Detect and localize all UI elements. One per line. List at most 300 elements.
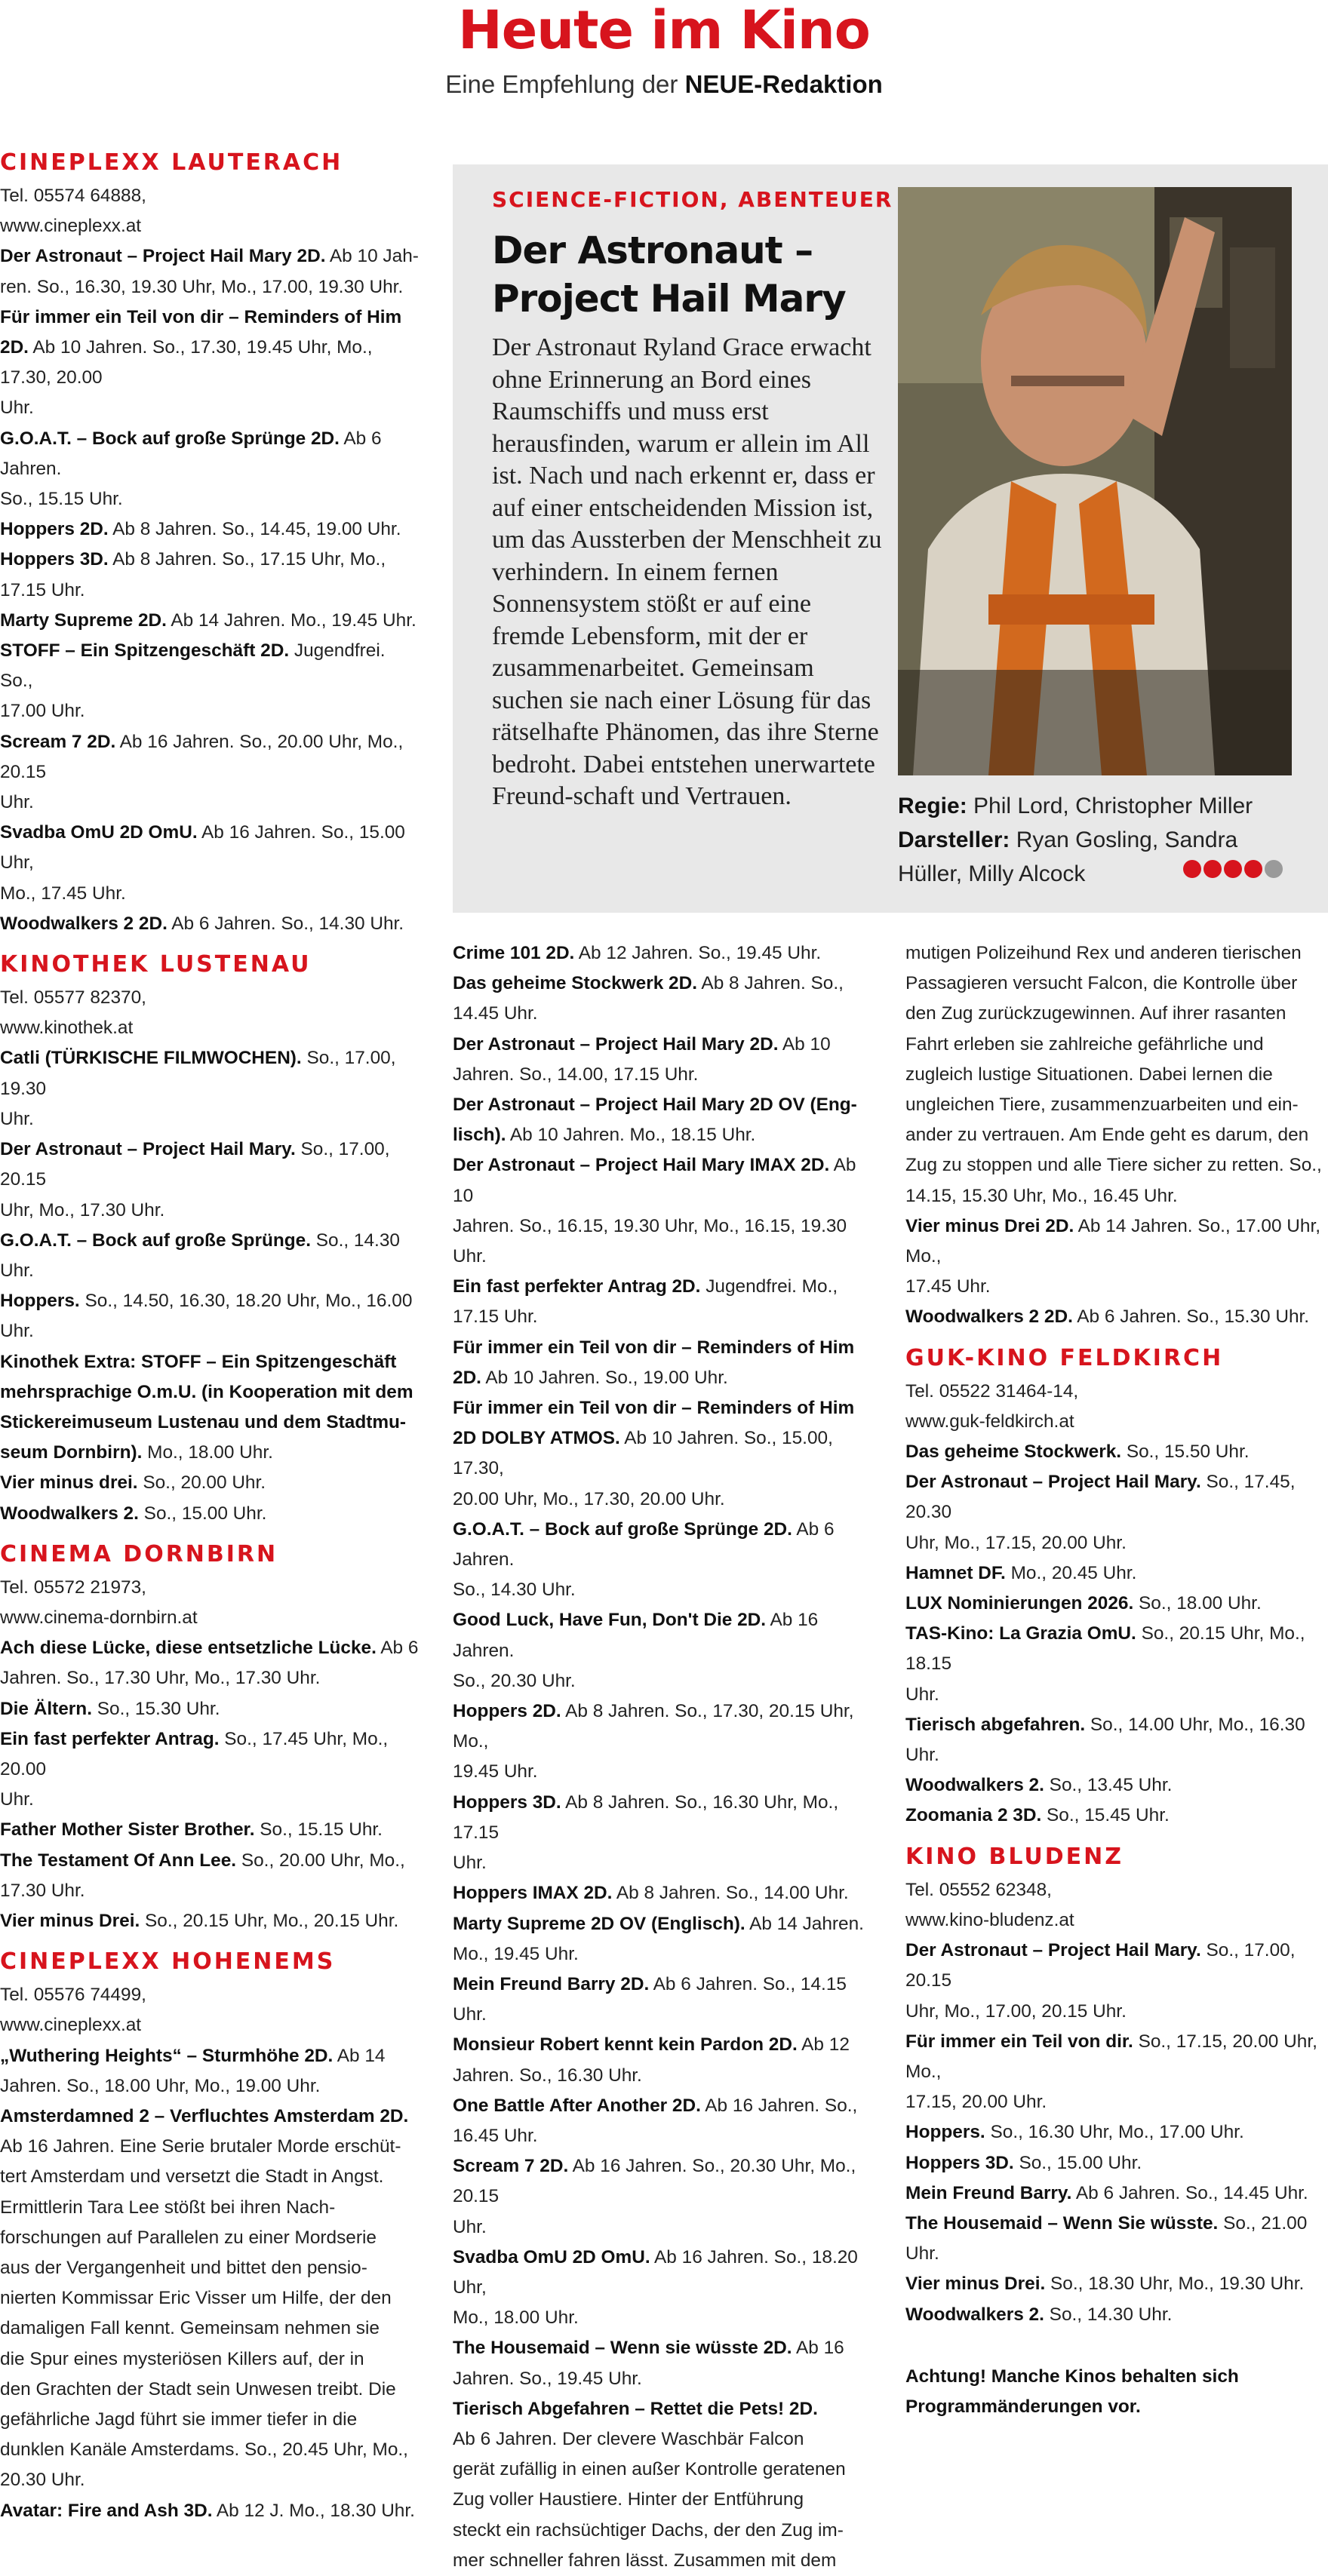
- listing-detail: Jugendfrei. So.,: [0, 640, 386, 692]
- listing-detail: Ab 6 Jahren. So., 14.30 Uhr.: [167, 913, 404, 934]
- listing-line: [0, 2313, 423, 2344]
- listing-line: [905, 938, 1328, 969]
- cinema-heading: CINEPLEXX LAUTERACH: [0, 149, 343, 176]
- film-title: Der Astronaut – Project Hail Mary.: [0, 1139, 296, 1160]
- film-title: Ein fast perfekter Antrag.: [0, 1728, 220, 1749]
- listing-line: [0, 1286, 423, 1346]
- film-title: Marty Supreme 2D.: [0, 609, 167, 631]
- film-title: Der Astronaut – Project Hail Mary 2D OV (Eng-: [453, 1095, 857, 1116]
- astronaut-photo-illustration: [898, 187, 1292, 775]
- listing-line: [0, 2223, 423, 2253]
- listing-detail: Tel. 05552 62348,: [905, 1879, 1052, 1900]
- listing-line: [453, 1848, 875, 1878]
- listing-line: [0, 2253, 423, 2283]
- film-title: Crime 101 2D.: [453, 943, 575, 963]
- listing-line: [905, 1060, 1328, 1090]
- listing-line: [453, 1757, 875, 1787]
- listing-detail: Ab 8 Jahren. So.,: [697, 973, 844, 994]
- listing-line: [453, 1333, 875, 1363]
- film-title: Der Astronaut – Project Hail Mary.: [905, 1472, 1201, 1493]
- listing-line: [0, 393, 423, 423]
- listing-detail: Ab 14: [333, 2045, 386, 2066]
- listing-line: [453, 1485, 875, 1515]
- listing-line: [905, 1680, 1328, 1710]
- listing-line: [0, 1347, 423, 1377]
- listing-line: [0, 2102, 423, 2132]
- listing-detail: Ab 14 Jahren. Mo., 19.45 Uhr.: [166, 609, 417, 631]
- film-title: Das geheime Stockwerk 2D.: [453, 973, 697, 994]
- listing-detail: Ab 8 Jahren. So., 17.15 Uhr, Mo., 17.15 Uhr.: [0, 549, 386, 600]
- listing-detail: So., 14.00 Uhr, Mo., 16.30 Uhr.: [905, 1714, 1305, 1766]
- listing-detail: Tel. 05576 74499,: [0, 1985, 146, 2006]
- listing-line: [453, 2243, 875, 2303]
- listing-line: [905, 1211, 1328, 1272]
- listing-line: [905, 1120, 1328, 1150]
- film-title: Hoppers 2D.: [453, 1701, 561, 1722]
- listing-line: [0, 302, 423, 333]
- listing-line: [0, 1013, 423, 1043]
- listing-line: [0, 1603, 423, 1633]
- film-title: Woodwalkers 2 2D.: [905, 1306, 1073, 1328]
- film-title: G.O.A.T. – Bock auf große Sprünge 2D.: [453, 1518, 792, 1540]
- listing-detail: 14.15, 15.30 Uhr, Mo., 16.45 Uhr.: [905, 1185, 1178, 1206]
- film-title: Der Astronaut – Project Hail Mary.: [905, 1940, 1201, 1961]
- listing-line: [0, 606, 423, 636]
- listing-line: [905, 1030, 1328, 1060]
- listing-detail: den Zug zurückzugewinnen. Auf ihrer rasanten: [905, 1003, 1286, 1024]
- listing-detail: gefährliche Jagd führt sie immer tiefer in die: [0, 2409, 358, 2430]
- listing-detail: Ab 14 Jahren. So., 17.00 Uhr, Mo.,: [905, 1215, 1321, 1267]
- film-title: Svadba OmU 2D OmU.: [0, 822, 198, 843]
- listing-detail: So., 20.30 Uhr.: [453, 1670, 576, 1691]
- listing-detail: 20.30 Uhr.: [0, 2470, 85, 2491]
- listing-line: [0, 2283, 423, 2313]
- film-title: 2D DOLBY ATMOS.: [453, 1428, 620, 1449]
- listing-line: [0, 1573, 423, 1603]
- listing-detail: Jahren. So., 18.00 Uhr, Mo., 19.00 Uhr.: [0, 2075, 321, 2096]
- listing-detail: Uhr.: [0, 1108, 34, 1129]
- film-title: One Battle After Another 2D.: [453, 2095, 701, 2116]
- listing-detail: Uhr.: [453, 2216, 487, 2237]
- listing-detail: Ab 6: [376, 1638, 419, 1659]
- listing-detail: Ab 16: [792, 2338, 844, 2359]
- listing-detail: Ab 8 Jahren. So., 16.30 Uhr, Mo., 17.15: [453, 1792, 839, 1843]
- listing-line: [453, 1788, 875, 1848]
- listing-line: [453, 1302, 875, 1332]
- film-title: G.O.A.T. – Bock auf große Sprünge 2D.: [0, 428, 340, 449]
- listing-line: [453, 999, 875, 1029]
- listing-line: [905, 1150, 1328, 1181]
- listing-detail: Ab 10 Jahren. Mo., 18.15 Uhr.: [506, 1125, 756, 1146]
- listing-line: [453, 2061, 875, 2091]
- film-title: Hoppers.: [905, 2122, 985, 2143]
- listing-detail: So., 15.30 Uhr.: [91, 1698, 220, 1719]
- listing-line: [0, 2071, 423, 2102]
- listing-line: [453, 2151, 875, 2212]
- listing-detail: Passagieren versucht Falcon, die Kontrolle über: [905, 973, 1298, 994]
- film-title: Marty Supreme 2D OV (Englisch).: [453, 1913, 745, 1934]
- film-title: Tierisch abgefahren.: [905, 1714, 1086, 1735]
- listing-line: [905, 1801, 1328, 1831]
- listing-line: [0, 983, 423, 1013]
- listing-detail: Ab 16 Jahren. So.,: [700, 2095, 858, 2116]
- listing-detail: Jahren. So., 17.30 Uhr, Mo., 17.30 Uhr.: [0, 1668, 321, 1689]
- listing-detail: Uhr, Mo., 17.15, 20.00 Uhr.: [905, 1532, 1127, 1553]
- listing-detail: 17.15 Uhr.: [453, 1306, 538, 1328]
- listing-detail: Uhr, Mo., 17.00, 20.15 Uhr.: [905, 2000, 1127, 2022]
- listing-line: [453, 1150, 875, 1211]
- listing-detail: gerät zufällig in einen außer Kontrolle geratenen: [453, 2459, 846, 2480]
- rating-dot-filled: [1244, 860, 1262, 878]
- listing-detail: ander zu vertrauen. Am Ende geht es darum, den: [905, 1125, 1309, 1146]
- film-title: Vier minus drei.: [0, 1472, 138, 1494]
- listing-line: [0, 333, 423, 393]
- listing-line: [0, 2344, 423, 2375]
- listing-line: [0, 696, 423, 726]
- program-note: Achtung! Manche Kinos behalten sich: [905, 2366, 1239, 2387]
- listing-detail: Ab 12 Jahren. So., 19.45 Uhr.: [574, 943, 822, 963]
- film-title: 2D.: [0, 337, 29, 358]
- listing-line: [905, 2209, 1328, 2269]
- listing-detail: dunklen Kanäle Amsterdams. So., 20.45 Uhr, Mo.,: [0, 2439, 408, 2461]
- listing-detail: So., 20.15 Uhr, Mo., 18.15: [905, 1623, 1305, 1675]
- listing-line: [453, 2424, 875, 2455]
- listing-line: [0, 909, 423, 939]
- listing-detail: 17.00 Uhr.: [0, 701, 85, 722]
- listing-line: [905, 1619, 1328, 1679]
- listing-line: [905, 1770, 1328, 1801]
- listing-detail: den Grachten der Stadt sein Unwesen treibt. Die: [0, 2378, 396, 2399]
- listing-line: [0, 1468, 423, 1498]
- listing-detail: So., 15.15 Uhr.: [254, 1819, 383, 1841]
- listing-detail: So., 17.15, 20.00 Uhr, Mo.,: [905, 2031, 1317, 2082]
- listing-detail: www.kinothek.at: [0, 1018, 134, 1039]
- listing-line: [905, 1090, 1328, 1120]
- film-title: Ach diese Lücke, diese entsetzliche Lücke.: [0, 1638, 377, 1659]
- film-title: TAS-Kino: La Grazia OmU.: [905, 1623, 1136, 1644]
- listing-detail: Jugendfrei. Mo.,: [700, 1276, 838, 1297]
- listing-detail: So., 14.30 Uhr.: [1044, 2304, 1173, 2325]
- feature-title: Der Astronaut – Project Hail Mary: [492, 229, 846, 321]
- feature-genre: SCIENCE-FICTION, ABENTEUER: [492, 187, 893, 212]
- listing-line: [453, 1696, 875, 1757]
- listing-detail: Uhr.: [905, 1684, 939, 1705]
- listing-line: [905, 2392, 1328, 2422]
- listing-detail: die Spur eines mysteriösen Killers auf, der in: [0, 2348, 364, 2369]
- listing-line: [0, 2405, 423, 2435]
- listing-line: [0, 241, 423, 272]
- listing-line: [905, 969, 1328, 999]
- listing-detail: So., 15.00 Uhr.: [1013, 2152, 1142, 2173]
- listing-line: [0, 636, 423, 696]
- listing-line: [905, 1875, 1328, 1905]
- listing-line: [905, 1407, 1328, 1437]
- listing-line: [905, 2027, 1328, 2087]
- listing-line: [0, 181, 423, 211]
- credits-darsteller: [898, 823, 1305, 891]
- listing-line: [0, 788, 423, 818]
- film-title: Woodwalkers 2 2D.: [0, 913, 168, 934]
- listing-line: [453, 2333, 875, 2363]
- listing-line: [0, 1785, 423, 1815]
- listing-detail: Ab 14 Jahren.: [745, 1913, 864, 1934]
- listing-line: [453, 969, 875, 999]
- darsteller-names: Ryan Gosling, Sandra Hüller, Milly Alcock: [898, 827, 1238, 886]
- listing-line: [0, 484, 423, 514]
- listing-column-3: [905, 938, 1328, 2422]
- listing-line: [0, 1377, 423, 1408]
- listing-detail: Ab 10 Jahren. So., 15.00, 17.30,: [453, 1428, 833, 1479]
- listing-detail: Uhr.: [0, 398, 34, 419]
- listing-line: [0, 545, 423, 605]
- listing-line: [0, 1196, 423, 1226]
- listing-detail: Ab 16 Jahren. Eine Serie brutaler Morde erschüt-: [0, 2136, 401, 2157]
- listing-line: [0, 2435, 423, 2465]
- listing-detail: Ab 10 Jahren. So., 19.00 Uhr.: [481, 1367, 728, 1388]
- listing-detail: 16.45 Uhr.: [453, 2125, 538, 2146]
- listing-detail: Jahren. So., 16.15, 19.30 Uhr, Mo., 16.15, 19.30 Uhr.: [453, 1215, 847, 1267]
- listing-line: [0, 2010, 423, 2040]
- listing-line: [905, 1272, 1328, 1302]
- listing-line: [905, 1181, 1328, 1211]
- listing-line: [0, 211, 423, 241]
- listing-detail: www.kino-bludenz.at: [905, 1909, 1074, 1930]
- listing-detail: So., 20.15 Uhr, Mo., 20.15 Uhr.: [140, 1910, 399, 1931]
- listing-detail: nierten Kommissar Eric Visser um Hilfe, der den: [0, 2288, 392, 2309]
- rating-dots: [1183, 860, 1285, 878]
- listing-line: [0, 2496, 423, 2526]
- listing-line: [0, 1408, 423, 1438]
- listing-detail: Ab 16 Jahren.: [453, 1610, 819, 1661]
- listing-line: [0, 2465, 423, 2495]
- film-title: Vier minus Drei.: [905, 2274, 1046, 2295]
- listing-line: [905, 1528, 1328, 1558]
- film-title: Hoppers.: [0, 1291, 80, 1312]
- listing-line: [0, 2375, 423, 2405]
- film-title: Hoppers 3D.: [0, 549, 109, 570]
- listing-detail: forschungen auf Parallelen zu einer Mordserie: [0, 2227, 377, 2248]
- listing-detail: Uhr.: [0, 792, 34, 813]
- listing-detail: So., 14.30 Uhr.: [453, 1580, 576, 1601]
- listing-detail: Ab 12 J. Mo., 18.30 Uhr.: [212, 2500, 415, 2521]
- film-title: 2D.: [453, 1367, 481, 1388]
- listing-detail: Jahren. So., 19.45 Uhr.: [453, 2368, 642, 2389]
- listing-detail: So., 17.00, 19.30: [0, 1048, 396, 1099]
- listing-detail: ungleichen Tiere, zusammenzuarbeiten und ein-: [905, 1095, 1299, 1116]
- listing-detail: mutigen Polizeihund Rex und anderen tierischen: [905, 943, 1302, 963]
- listing-line: [453, 938, 875, 969]
- listing-line: [453, 1272, 875, 1302]
- listing-detail: So., 18.00 Uhr.: [1133, 1593, 1262, 1614]
- film-title: Die Ältern.: [0, 1698, 92, 1719]
- listing-detail: Mo., 20.45 Uhr.: [1005, 1562, 1137, 1583]
- listing-detail: Ab 10: [778, 1033, 831, 1055]
- cinema-heading: CINEMA DORNBIRN: [0, 1540, 278, 1567]
- film-title: lisch).: [453, 1125, 506, 1146]
- film-title: The Housemaid – Wenn Sie wüsste.: [905, 2212, 1219, 2234]
- listing-detail: tert Amsterdam und versetzt die Stadt in Angst.: [0, 2166, 384, 2188]
- listing-line: [905, 2269, 1328, 2299]
- listing-line: [453, 1970, 875, 2030]
- listing-line: [453, 1090, 875, 1120]
- listing-detail: Uhr, Mo., 17.30 Uhr.: [0, 1199, 165, 1220]
- cinema-heading: KINOTHEK LUSTENAU: [0, 951, 312, 978]
- listing-detail: Zug zu stoppen und alle Tiere sicher zu retten. So.,: [905, 1155, 1322, 1176]
- listing-line: [905, 1437, 1328, 1467]
- film-title: Das geheime Stockwerk.: [905, 1442, 1122, 1463]
- listing-detail: So., 20.00 Uhr.: [137, 1472, 266, 1494]
- subline-brand: NEUE-Redaktion: [684, 70, 883, 98]
- film-title: Amsterdamned 2 – Verfluchtes Amsterdam 2D.: [0, 2105, 409, 2126]
- listing-detail: So., 15.15 Uhr.: [0, 489, 123, 510]
- film-title: Der Astronaut – Project Hail Mary 2D.: [453, 1033, 779, 1055]
- film-title: Vier minus Drei 2D.: [905, 1215, 1074, 1236]
- listing-detail: 17.45 Uhr.: [905, 1276, 991, 1297]
- listing-detail: 17.15, 20.00 Uhr.: [905, 2092, 1047, 2113]
- listing-detail: Ab 16 Jahren. So., 20.30 Uhr, Mo., 20.15: [453, 2156, 856, 2207]
- listing-line: [905, 2178, 1328, 2209]
- listing-line: [0, 1906, 423, 1936]
- film-title: Mein Freund Barry 2D.: [453, 1973, 650, 1994]
- listing-line: [453, 1030, 875, 1060]
- film-title: Hoppers IMAX 2D.: [453, 1883, 613, 1904]
- listing-line: [905, 999, 1328, 1029]
- listing-detail: www.cineplexx.at: [0, 2015, 142, 2036]
- listing-line: [0, 1104, 423, 1134]
- listing-line: [0, 1663, 423, 1693]
- cinema-heading: KINO BLUDENZ: [905, 1843, 1124, 1870]
- listing-detail: So., 17.00, 20.15: [0, 1139, 390, 1190]
- listing-detail: www.guk-feldkirch.at: [905, 1411, 1074, 1432]
- film-title: Tierisch Abgefahren – Rettet die Pets! 2D.: [453, 2398, 818, 2419]
- listing-detail: Uhr.: [453, 1853, 487, 1874]
- listing-line: [905, 1997, 1328, 2027]
- listing-detail: Ab 6 Jahren. So., 14.45 Uhr.: [1071, 2182, 1308, 2203]
- listing-detail: Ab 8 Jahren. So., 14.45, 19.00 Uhr.: [108, 519, 401, 540]
- film-title: Zoomania 2 3D.: [905, 1805, 1042, 1826]
- subline-text: Eine Empfehlung der: [445, 70, 685, 98]
- feature-box: [453, 164, 1328, 913]
- rating-dot-filled: [1224, 860, 1242, 878]
- listing-detail: Ab 16 Jahren. So., 18.20 Uhr,: [453, 2246, 858, 2298]
- listing-line: [453, 1120, 875, 1150]
- listing-detail: Mo., 17.45 Uhr.: [0, 883, 126, 904]
- listing-detail: So., 18.30 Uhr, Mo., 19.30 Uhr.: [1045, 2274, 1305, 2295]
- listing-line: [905, 1377, 1328, 1407]
- listing-line: [453, 2455, 875, 2485]
- film-title: Für immer ein Teil von dir – Reminders of Him: [0, 306, 402, 327]
- cinema-heading: CINEPLEXX HOHENEMS: [0, 1948, 336, 1976]
- listing-detail: Ab 16 Jahren. So., 20.00 Uhr, Mo., 20.15: [0, 731, 404, 782]
- listing-detail: Uhr.: [0, 1789, 34, 1810]
- listing-detail: So., 15.00 Uhr.: [138, 1503, 267, 1524]
- listing-line: [0, 1980, 423, 2010]
- film-title: Catli (TÜRKISCHE FILMWOCHEN).: [0, 1048, 302, 1069]
- film-title: Der Astronaut – Project Hail Mary IMAX 2D.: [453, 1155, 830, 1176]
- film-title: Woodwalkers 2.: [0, 1503, 139, 1524]
- listing-line: [0, 1815, 423, 1845]
- listing-detail: zugleich lustige Situationen. Dabei lernen die: [905, 1064, 1273, 1085]
- listing-detail: Ab 10 Jah-: [325, 246, 419, 267]
- listing-detail: 19.45 Uhr.: [453, 1761, 538, 1782]
- listing-detail: Ab 6 Jahren. Der clevere Waschbär Falcon: [453, 2428, 804, 2449]
- page-headline: Heute im Kino: [458, 0, 870, 61]
- film-title: Hoppers 2D.: [0, 519, 109, 540]
- listing-detail: Ab 6 Jahren. So., 15.30 Uhr.: [1072, 1306, 1310, 1328]
- listing-line: [453, 2485, 875, 2515]
- listing-detail: So., 14.50, 16.30, 18.20 Uhr, Mo., 16.00 Uhr.: [0, 1291, 413, 1342]
- page-subline: [0, 69, 1328, 100]
- rating-dot-empty: [1265, 860, 1283, 878]
- listing-detail: www.cinema-dornbirn.at: [0, 1607, 198, 1628]
- listing-line: [905, 1302, 1328, 1332]
- listing-line: [905, 1936, 1328, 1996]
- listing-line: [453, 2364, 875, 2394]
- listing-line: [0, 1694, 423, 1724]
- listing-detail: Mo., 19.45 Uhr.: [453, 1943, 579, 1964]
- listing-detail: So., 17.45, 20.30: [905, 1472, 1296, 1523]
- film-title: „Wuthering Heights“ – Sturmhöhe 2D.: [0, 2045, 334, 2066]
- listing-detail: So., 20.00 Uhr, Mo.,: [236, 1850, 405, 1871]
- listing-line: [453, 1575, 875, 1605]
- listing-line: [0, 727, 423, 788]
- film-title: Programmänderungen vor.: [905, 2396, 1141, 2417]
- film-title: Scream 7 2D.: [453, 2156, 569, 2177]
- listing-detail: 14.45 Uhr.: [453, 1003, 538, 1024]
- listing-line: [453, 1666, 875, 1696]
- listing-detail: Tel. 05522 31464-14,: [905, 1380, 1079, 1402]
- rating-dot-filled: [1183, 860, 1201, 878]
- listing-line: [0, 1134, 423, 1195]
- listing-line: [0, 818, 423, 878]
- listing-line: [905, 2300, 1328, 2330]
- listing-line: [0, 2041, 423, 2071]
- listing-line: [0, 1043, 423, 1104]
- film-title: mehrsprachige O.m.U. (in Kooperation mit dem: [0, 1381, 413, 1402]
- feature-photo: [898, 187, 1292, 775]
- listing-detail: So., 13.45 Uhr.: [1044, 1775, 1173, 1796]
- listing-detail: Tel. 05574 64888,: [0, 186, 146, 206]
- listing-detail: So., 14.30 Uhr.: [0, 1230, 400, 1281]
- listing-detail: So., 17.45 Uhr, Mo., 20.00: [0, 1728, 389, 1779]
- film-title: Good Luck, Have Fun, Don't Die 2D.: [453, 1610, 767, 1631]
- listing-column-2: [453, 938, 875, 2576]
- film-title: STOFF – Ein Spitzengeschäft 2D.: [0, 640, 290, 662]
- listing-line: [0, 424, 423, 484]
- listing-detail: Ab 6 Jahren.: [0, 428, 382, 479]
- listing-detail: So., 15.50 Uhr.: [1121, 1442, 1250, 1463]
- film-title: Father Mother Sister Brother.: [0, 1819, 255, 1841]
- listing-column-1: [0, 146, 423, 2526]
- film-title: Für immer ein Teil von dir.: [905, 2031, 1133, 2052]
- listing-line: [905, 1467, 1328, 1527]
- listing-detail: Mo., 18.00 Uhr.: [142, 1442, 273, 1463]
- film-title: LUX Nominierungen 2026.: [905, 1593, 1134, 1614]
- listing-line: [0, 514, 423, 545]
- listing-detail: Mo., 18.00 Uhr.: [453, 2307, 579, 2329]
- listing-detail: So., 17.00, 20.15: [905, 1940, 1296, 1991]
- darsteller-label: Darsteller:: [898, 827, 1010, 852]
- listing-line: [453, 2303, 875, 2333]
- listing-detail: aus der Vergangenheit und bittet den pensio-: [0, 2258, 367, 2278]
- film-title: Stickereimuseum Lustenau und dem Stadtmu-: [0, 1411, 407, 1432]
- listing-line: [905, 2117, 1328, 2148]
- cinema-heading: GUK-KINO FELDKIRCH: [905, 1344, 1224, 1371]
- listing-line: [0, 2193, 423, 2223]
- listing-line: [453, 1878, 875, 1908]
- listing-detail: Ab 10: [453, 1155, 856, 1206]
- film-title: Ein fast perfekter Antrag 2D.: [453, 1276, 701, 1297]
